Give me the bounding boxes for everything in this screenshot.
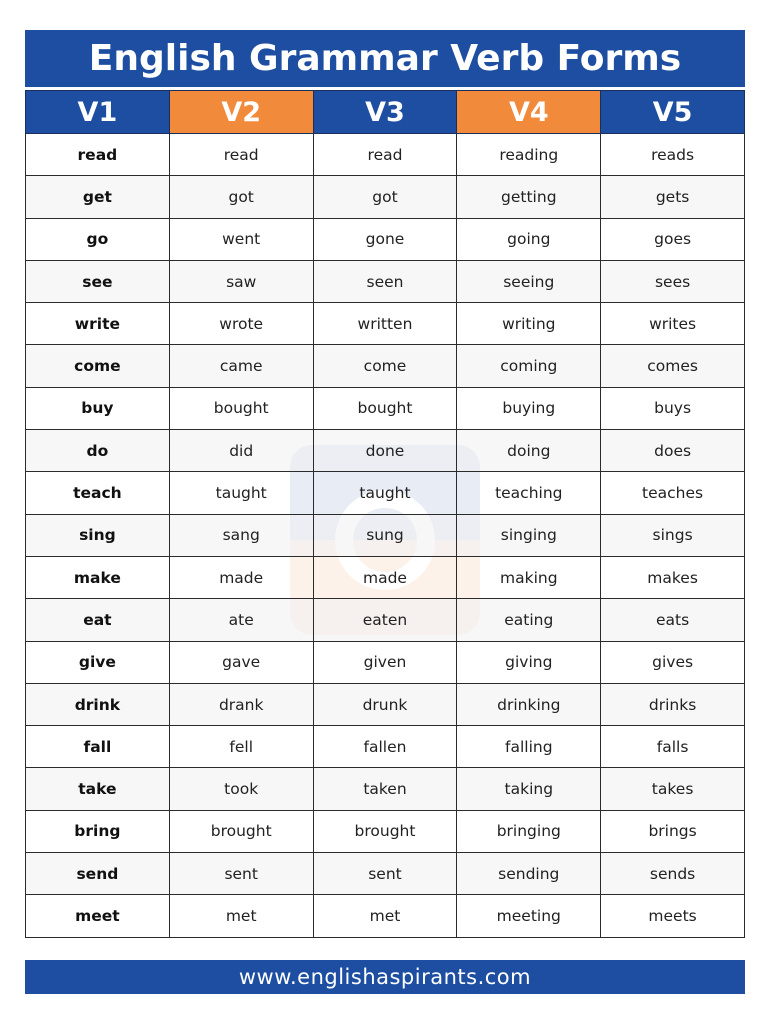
table-cell-v5: teaches	[601, 472, 745, 514]
table-cell-v2: made	[169, 556, 313, 598]
table-cell-v3: gone	[313, 218, 457, 260]
table-cell-v1: meet	[26, 895, 170, 937]
table-cell-v4: eating	[457, 599, 601, 641]
table-cell-v1: get	[26, 176, 170, 218]
table-cell-v5: comes	[601, 345, 745, 387]
table-cell-v1: do	[26, 430, 170, 472]
table-cell-v5: buys	[601, 387, 745, 429]
table-cell-v2: went	[169, 218, 313, 260]
table-cell-v3: written	[313, 303, 457, 345]
table-cell-v1: take	[26, 768, 170, 810]
table-cell-v1: read	[26, 134, 170, 176]
table-row	[26, 303, 745, 345]
table-cell-v1: fall	[26, 726, 170, 768]
table-row	[26, 260, 745, 302]
table-cell-v2: saw	[169, 260, 313, 302]
verb-forms-sheet	[25, 30, 745, 994]
table-cell-v3: got	[313, 176, 457, 218]
table-cell-v1: bring	[26, 810, 170, 852]
table-row	[26, 768, 745, 810]
table-cell-v3: made	[313, 556, 457, 598]
table-cell-v5: brings	[601, 810, 745, 852]
column-header-v5: V5	[601, 91, 745, 134]
table-cell-v5: does	[601, 430, 745, 472]
table-cell-v4: sending	[457, 853, 601, 895]
table-cell-v2: sang	[169, 514, 313, 556]
table-cell-v5: writes	[601, 303, 745, 345]
table-cell-v1: give	[26, 641, 170, 683]
table-row	[26, 810, 745, 852]
table-cell-v3: met	[313, 895, 457, 937]
table-cell-v2: gave	[169, 641, 313, 683]
table-cell-v4: doing	[457, 430, 601, 472]
table-cell-v1: see	[26, 260, 170, 302]
table-cell-v4: making	[457, 556, 601, 598]
column-header-v3: V3	[313, 91, 457, 134]
table-cell-v2: got	[169, 176, 313, 218]
table-cell-v3: seen	[313, 260, 457, 302]
table-cell-v1: go	[26, 218, 170, 260]
table-cell-v4: falling	[457, 726, 601, 768]
column-header-v4: V4	[457, 91, 601, 134]
table-cell-v3: come	[313, 345, 457, 387]
table-cell-v3: drunk	[313, 683, 457, 725]
table-cell-v1: send	[26, 853, 170, 895]
table-cell-v2: took	[169, 768, 313, 810]
table-cell-v4: coming	[457, 345, 601, 387]
column-header-v1: V1	[26, 91, 170, 134]
table-cell-v4: teaching	[457, 472, 601, 514]
table-cell-v3: fallen	[313, 726, 457, 768]
table-cell-v4: giving	[457, 641, 601, 683]
table-row	[26, 387, 745, 429]
table-cell-v5: sings	[601, 514, 745, 556]
table-cell-v2: ate	[169, 599, 313, 641]
table-cell-v5: sends	[601, 853, 745, 895]
table-row	[26, 472, 745, 514]
table-cell-v1: sing	[26, 514, 170, 556]
table-cell-v3: taken	[313, 768, 457, 810]
table-cell-v1: come	[26, 345, 170, 387]
table-row	[26, 514, 745, 556]
table-cell-v3: done	[313, 430, 457, 472]
table-row	[26, 895, 745, 937]
table-cell-v4: buying	[457, 387, 601, 429]
website-footer: www.englishaspirants.com	[25, 960, 745, 994]
table-body	[26, 134, 745, 938]
table-cell-v1: drink	[26, 683, 170, 725]
table-row	[26, 853, 745, 895]
table-container	[25, 90, 745, 957]
table-cell-v4: writing	[457, 303, 601, 345]
table-cell-v4: getting	[457, 176, 601, 218]
table-row	[26, 134, 745, 176]
verb-forms-table	[25, 90, 745, 938]
table-cell-v2: bought	[169, 387, 313, 429]
table-cell-v1: make	[26, 556, 170, 598]
table-cell-v1: buy	[26, 387, 170, 429]
page-title: English Grammar Verb Forms	[25, 30, 745, 87]
table-row	[26, 218, 745, 260]
table-cell-v3: read	[313, 134, 457, 176]
table-cell-v5: makes	[601, 556, 745, 598]
table-cell-v4: drinking	[457, 683, 601, 725]
table-cell-v5: gets	[601, 176, 745, 218]
table-row	[26, 726, 745, 768]
table-cell-v1: write	[26, 303, 170, 345]
table-cell-v3: brought	[313, 810, 457, 852]
table-cell-v2: came	[169, 345, 313, 387]
table-row	[26, 345, 745, 387]
table-cell-v5: gives	[601, 641, 745, 683]
table-cell-v3: given	[313, 641, 457, 683]
table-cell-v2: read	[169, 134, 313, 176]
table-cell-v2: sent	[169, 853, 313, 895]
table-cell-v4: meeting	[457, 895, 601, 937]
table-cell-v2: met	[169, 895, 313, 937]
table-cell-v4: singing	[457, 514, 601, 556]
table-cell-v5: reads	[601, 134, 745, 176]
table-row	[26, 683, 745, 725]
table-cell-v4: taking	[457, 768, 601, 810]
table-cell-v2: taught	[169, 472, 313, 514]
table-cell-v3: sung	[313, 514, 457, 556]
table-row	[26, 641, 745, 683]
table-cell-v3: eaten	[313, 599, 457, 641]
table-header-row	[26, 91, 745, 134]
table-cell-v2: fell	[169, 726, 313, 768]
table-cell-v4: seeing	[457, 260, 601, 302]
table-cell-v5: takes	[601, 768, 745, 810]
table-cell-v4: going	[457, 218, 601, 260]
table-cell-v5: drinks	[601, 683, 745, 725]
table-cell-v4: reading	[457, 134, 601, 176]
table-cell-v2: wrote	[169, 303, 313, 345]
table-cell-v1: teach	[26, 472, 170, 514]
table-cell-v3: sent	[313, 853, 457, 895]
table-cell-v2: did	[169, 430, 313, 472]
table-cell-v2: drank	[169, 683, 313, 725]
table-cell-v5: falls	[601, 726, 745, 768]
table-cell-v4: bringing	[457, 810, 601, 852]
table-row	[26, 556, 745, 598]
table-row	[26, 430, 745, 472]
table-cell-v1: eat	[26, 599, 170, 641]
table-cell-v5: meets	[601, 895, 745, 937]
column-header-v2: V2	[169, 91, 313, 134]
table-cell-v5: goes	[601, 218, 745, 260]
table-row	[26, 599, 745, 641]
table-cell-v3: taught	[313, 472, 457, 514]
table-cell-v5: eats	[601, 599, 745, 641]
table-cell-v3: bought	[313, 387, 457, 429]
table-cell-v2: brought	[169, 810, 313, 852]
table-row	[26, 176, 745, 218]
table-cell-v5: sees	[601, 260, 745, 302]
